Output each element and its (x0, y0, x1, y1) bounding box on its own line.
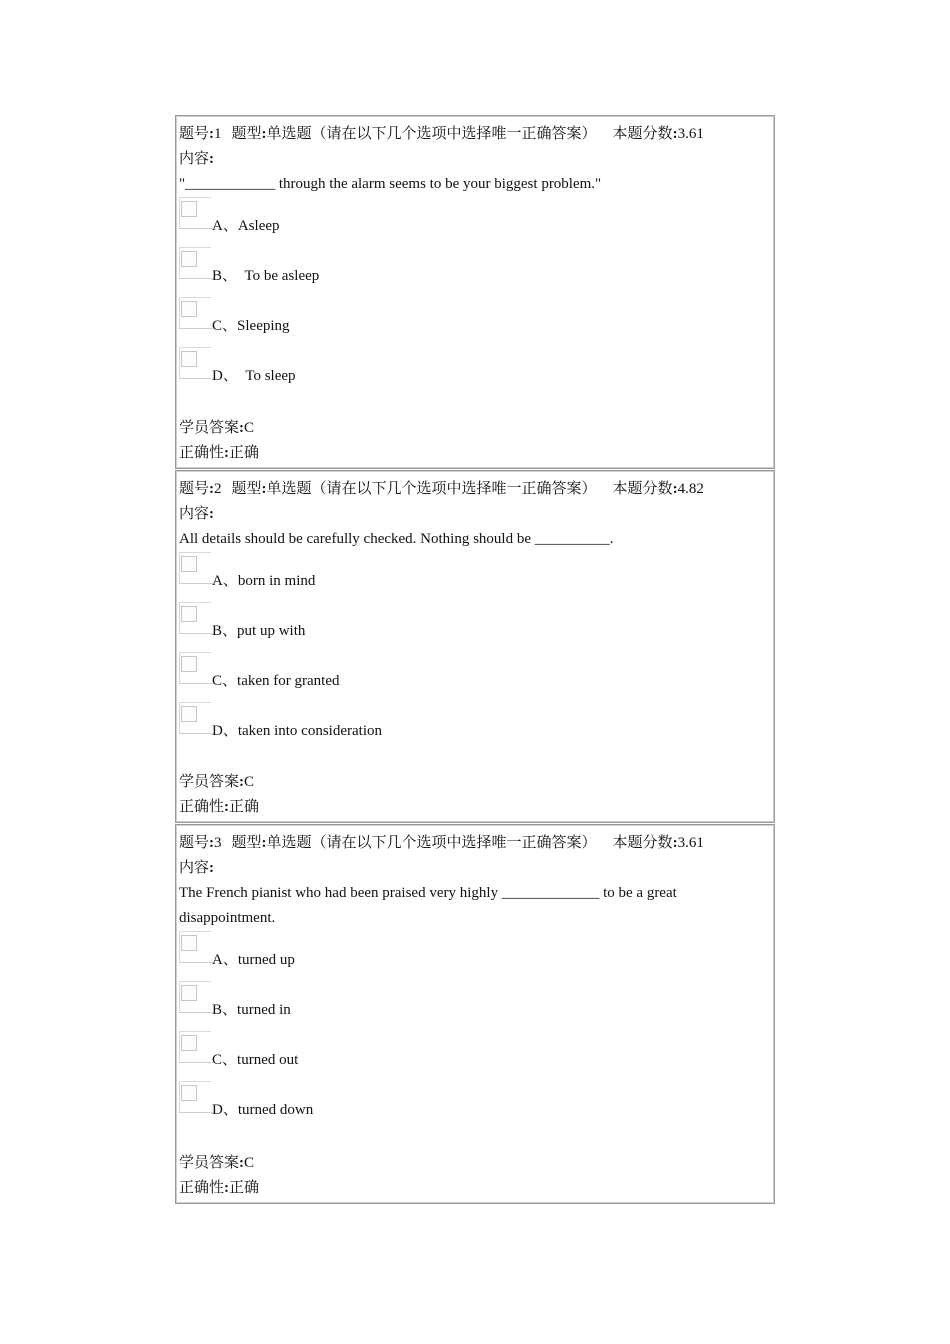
option-separator: 、 (222, 318, 238, 334)
checkbox-icon[interactable] (181, 556, 197, 572)
score-value: 3.61 (677, 835, 704, 851)
option-text: taken for granted (237, 673, 340, 689)
divider (179, 378, 213, 379)
option-separator: 、 (222, 623, 238, 639)
divider (179, 278, 213, 279)
option-d[interactable] (179, 702, 772, 752)
question-header (179, 831, 772, 856)
option-letter: C (212, 673, 223, 689)
student-answer (179, 1151, 259, 1176)
content-label: 内容 (179, 860, 210, 876)
option-label (212, 1100, 313, 1120)
student-answer (179, 416, 259, 441)
colon: : (224, 1180, 230, 1196)
correctness (179, 441, 259, 466)
student-answer (179, 770, 259, 795)
checkbox-icon[interactable] (181, 301, 197, 317)
score-label: 本题分数 (612, 481, 673, 497)
student-answer-value: C (244, 774, 255, 790)
colon: : (224, 799, 230, 815)
option-text: turned down (237, 1102, 314, 1118)
answer-block (179, 416, 259, 466)
question-card-3 (175, 824, 775, 1204)
option-label (212, 671, 339, 691)
correctness-label: 正确性 (179, 445, 225, 461)
answer-block (179, 1151, 259, 1201)
checkbox-icon[interactable] (181, 706, 197, 722)
colon: : (672, 481, 678, 497)
option-letter: C (212, 318, 223, 334)
correctness-label: 正确性 (179, 1180, 225, 1196)
colon: : (261, 126, 267, 142)
checkbox-icon[interactable] (181, 251, 197, 267)
colon: : (672, 126, 678, 142)
option-separator: 、 (222, 1102, 238, 1118)
option-label (212, 721, 382, 741)
question-list (175, 115, 775, 1205)
colon: : (224, 445, 230, 461)
option-text: Sleeping (237, 318, 290, 334)
option-text: To sleep (245, 368, 296, 384)
score-label: 本题分数 (612, 835, 673, 851)
option-label (212, 1050, 298, 1070)
colon: : (672, 835, 678, 851)
colon: : (239, 774, 245, 790)
option-separator: 、 (222, 723, 238, 739)
option-separator: 、 (222, 1002, 238, 1018)
option-letter: A (212, 218, 223, 234)
option-letter: A (212, 573, 223, 589)
option-b[interactable] (179, 247, 772, 297)
checkbox-icon[interactable] (181, 606, 197, 622)
option-letter: B (212, 623, 223, 639)
answer-block (179, 770, 259, 820)
question-card-2 (175, 470, 775, 823)
divider (179, 1012, 213, 1013)
colon: : (209, 126, 215, 142)
qnum-value: 1 (214, 126, 222, 142)
option-label (212, 571, 315, 591)
option-separator: 、 (222, 673, 238, 689)
student-answer-value: C (244, 1155, 255, 1171)
option-text: born in mind (237, 573, 316, 589)
divider (179, 1112, 213, 1113)
option-separator: 、 (222, 952, 238, 968)
option-label (212, 366, 296, 386)
option-letter: D (212, 1102, 223, 1118)
option-label (212, 316, 290, 336)
student-answer-label: 学员答案 (179, 420, 240, 436)
question-text: The French pianist who had been praised very highly _____________ to be a great disappointment. (179, 885, 677, 926)
checkbox-icon[interactable] (181, 985, 197, 1001)
qtype-label: 题型 (231, 835, 262, 851)
colon: : (209, 151, 215, 167)
option-letter: D (212, 368, 223, 384)
qnum-value: 2 (214, 481, 222, 497)
option-label (212, 266, 319, 286)
option-label (212, 950, 295, 970)
question-text: "____________ through the alarm seems to be your biggest problem." (179, 176, 602, 192)
option-text: Asleep (237, 218, 280, 234)
divider (179, 583, 213, 584)
divider (179, 962, 213, 963)
checkbox-icon[interactable] (181, 1085, 197, 1101)
qnum-label: 题号 (179, 481, 210, 497)
option-d[interactable] (179, 1081, 772, 1131)
correctness (179, 795, 259, 820)
option-d[interactable] (179, 347, 772, 397)
option-letter: D (212, 723, 223, 739)
checkbox-icon[interactable] (181, 1035, 197, 1051)
question-header (179, 122, 772, 147)
option-b[interactable] (179, 602, 772, 652)
colon: : (209, 835, 215, 851)
correctness-value: 正确 (229, 799, 260, 815)
colon: : (261, 835, 267, 851)
correctness (179, 1176, 259, 1201)
content-header (179, 856, 772, 881)
checkbox-icon[interactable] (181, 935, 197, 951)
divider (179, 328, 213, 329)
qtype-value: 单选题（请在以下几个选项中选择唯一正确答案） (266, 126, 597, 142)
option-separator: 、 (222, 1052, 238, 1068)
option-a[interactable] (179, 931, 772, 981)
question-card-1 (175, 115, 775, 469)
content-header (179, 502, 772, 527)
qtype-value: 单选题（请在以下几个选项中选择唯一正确答案） (266, 481, 597, 497)
option-letter: A (212, 952, 223, 968)
option-b[interactable] (179, 981, 772, 1031)
option-letter: C (212, 1052, 223, 1068)
divider (179, 633, 213, 634)
option-separator: 、 (222, 573, 238, 589)
qnum-label: 题号 (179, 126, 210, 142)
student-answer-value: C (244, 420, 255, 436)
option-text: taken into consideration (237, 723, 382, 739)
colon: : (261, 481, 267, 497)
student-answer-label: 学员答案 (179, 774, 240, 790)
colon: : (209, 506, 215, 522)
divider (179, 1062, 213, 1063)
divider (179, 683, 213, 684)
colon: : (209, 860, 215, 876)
colon: : (239, 420, 245, 436)
qtype-label: 题型 (231, 481, 262, 497)
option-text: put up with (237, 623, 306, 639)
correctness-value: 正确 (229, 445, 260, 461)
qnum-value: 3 (214, 835, 222, 851)
checkbox-icon[interactable] (181, 351, 197, 367)
option-c[interactable] (179, 1031, 772, 1081)
qtype-label: 题型 (231, 126, 262, 142)
option-letter: B (212, 268, 223, 284)
score-value: 4.82 (677, 481, 704, 497)
option-text: turned in (237, 1002, 291, 1018)
option-c[interactable] (179, 297, 772, 347)
option-letter: B (212, 1002, 223, 1018)
correctness-value: 正确 (229, 1180, 260, 1196)
option-separator: 、 (222, 268, 245, 284)
colon: : (239, 1155, 245, 1171)
option-c[interactable] (179, 652, 772, 702)
option-label (212, 1000, 291, 1020)
content-label: 内容 (179, 151, 210, 167)
score-label: 本题分数 (612, 126, 673, 142)
correctness-label: 正确性 (179, 799, 225, 815)
option-text: To be asleep (244, 268, 320, 284)
qtype-value: 单选题（请在以下几个选项中选择唯一正确答案） (266, 835, 597, 851)
question-header (179, 477, 772, 502)
option-separator: 、 (222, 218, 238, 234)
divider (179, 228, 213, 229)
divider (179, 733, 213, 734)
checkbox-icon[interactable] (181, 201, 197, 217)
colon: : (209, 481, 215, 497)
option-a[interactable] (179, 552, 772, 602)
option-separator: 、 (222, 368, 246, 384)
content-header (179, 147, 772, 172)
option-text: turned up (237, 952, 295, 968)
qnum-label: 题号 (179, 835, 210, 851)
option-label (212, 621, 305, 641)
score-value: 3.61 (677, 126, 704, 142)
option-text: turned out (237, 1052, 299, 1068)
question-text: All details should be carefully checked. Nothing should be __________. (179, 531, 614, 547)
option-label (212, 216, 280, 236)
student-answer-label: 学员答案 (179, 1155, 240, 1171)
checkbox-icon[interactable] (181, 656, 197, 672)
option-a[interactable] (179, 197, 772, 247)
content-label: 内容 (179, 506, 210, 522)
